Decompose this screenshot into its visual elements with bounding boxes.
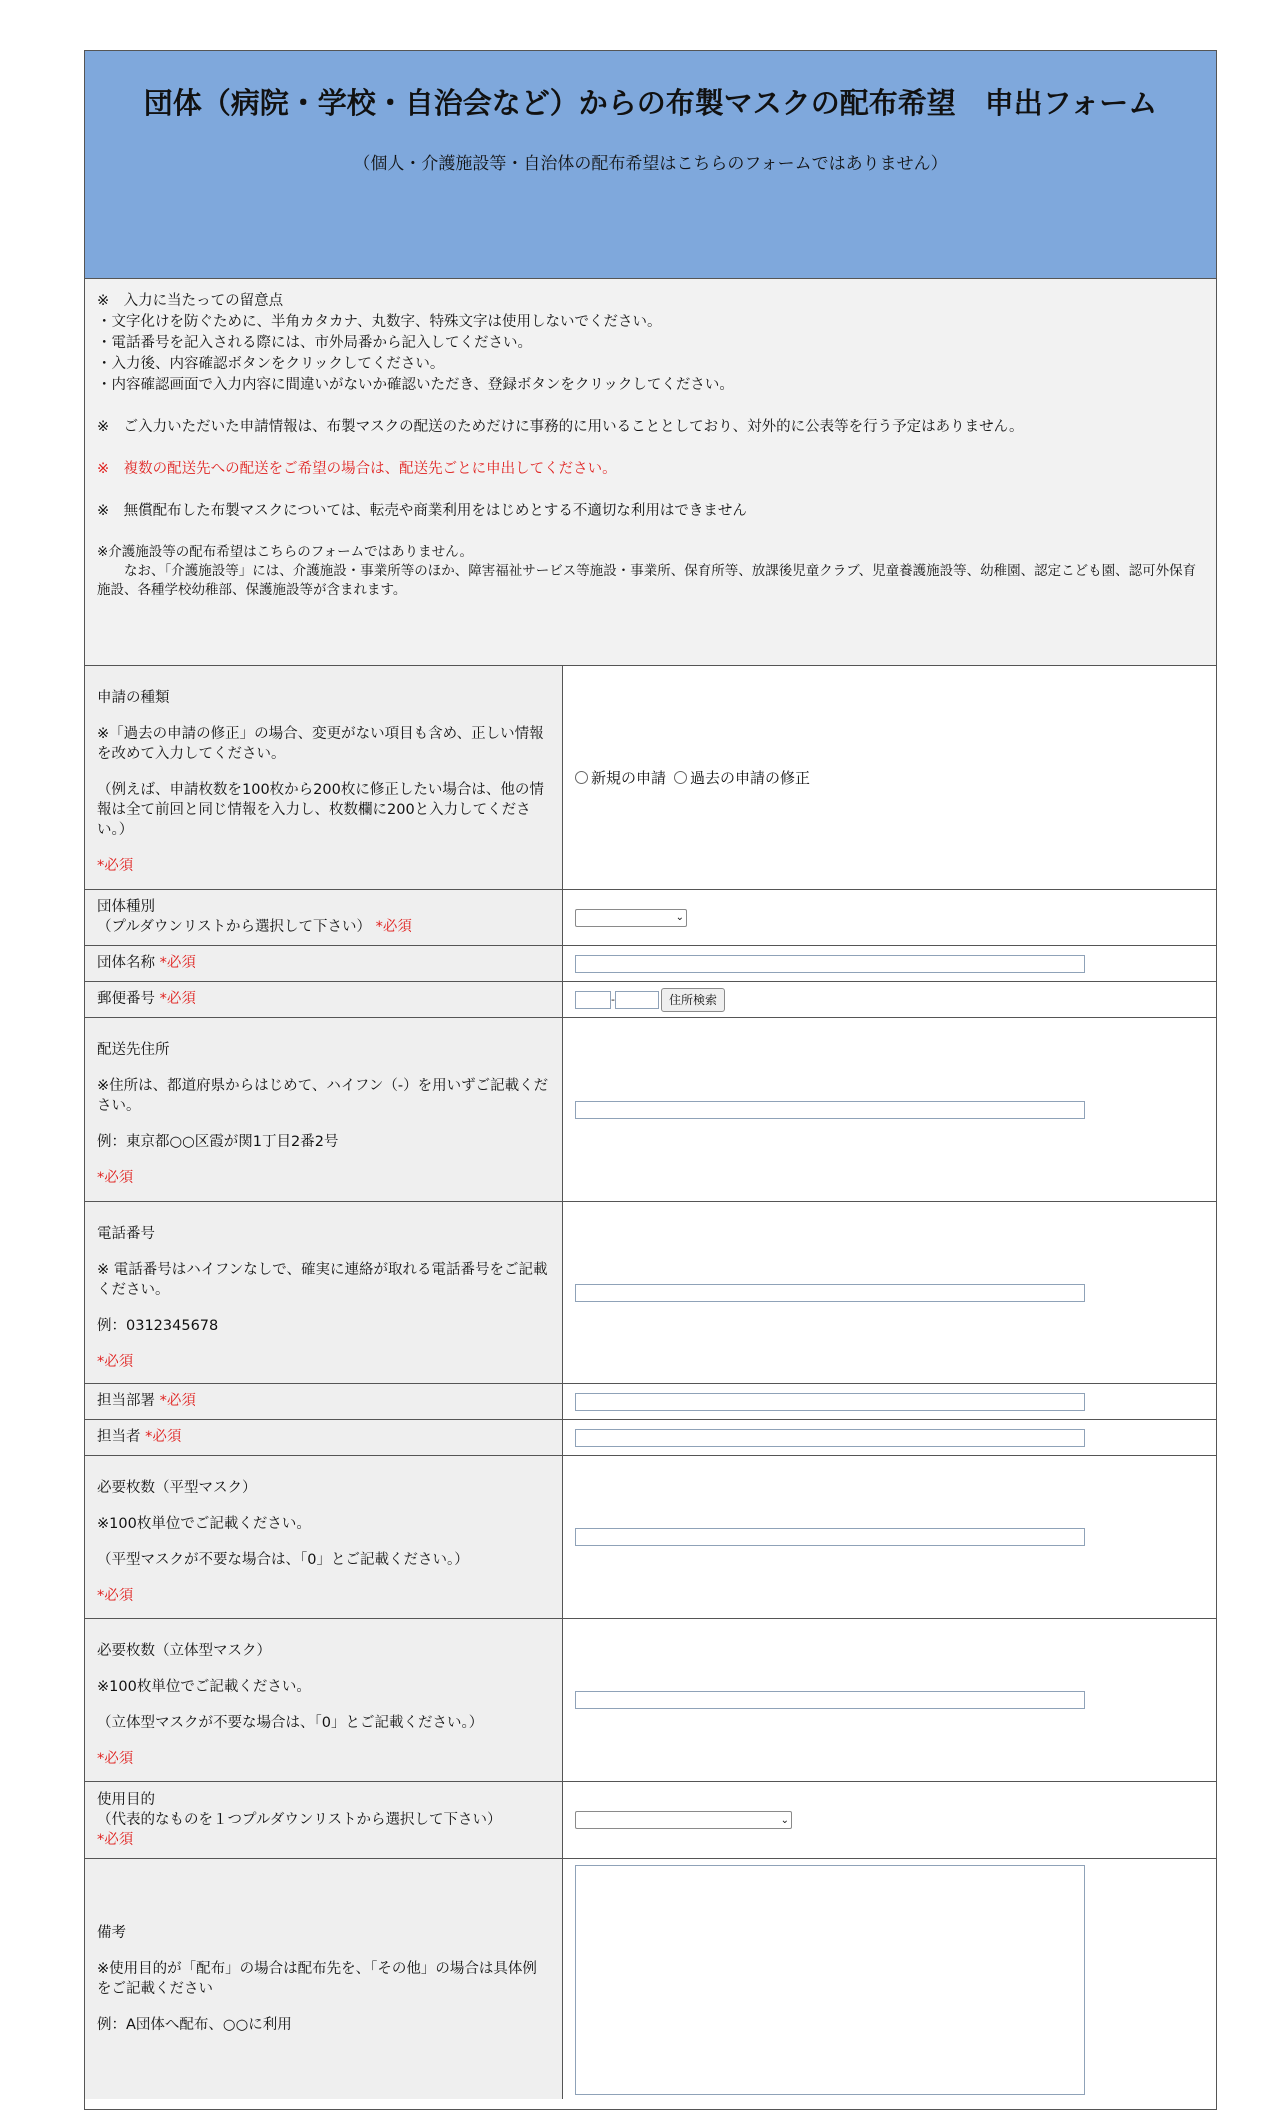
chevron-down-icon: ⌄ bbox=[780, 1814, 789, 1826]
field-label: 使用目的 bbox=[97, 1792, 155, 1808]
field-note: ※使用目的が「配布」の場合は配布先を、「その他」の場合は具体例をご記載ください bbox=[97, 1961, 537, 1997]
label-cell bbox=[85, 1859, 563, 2099]
label-cell bbox=[85, 1782, 563, 1858]
remarks-textarea[interactable] bbox=[575, 1865, 1085, 2095]
value-cell bbox=[563, 1420, 1216, 1455]
label-cell bbox=[85, 1619, 563, 1781]
row-department bbox=[85, 1384, 1216, 1420]
required-mark: *必須 bbox=[97, 1751, 134, 1767]
page-subtitle: （個人・介護施設等・自治体の配布希望はこちらのフォームではありません） bbox=[353, 154, 948, 174]
field-note: （立体型マスクが不要な場合は、「0」とご記載ください。） bbox=[97, 1715, 484, 1731]
org-name-input[interactable] bbox=[575, 955, 1085, 973]
label-cell bbox=[85, 1456, 563, 1618]
note-line: ・電話番号を記入される際には、市外局番から記入してください。 bbox=[97, 335, 532, 351]
note-multiple-destinations: ※ 複数の配送先への配送をご希望の場合は、配送先ごとに申出してください。 bbox=[97, 461, 617, 477]
postal-code-first-input[interactable] bbox=[575, 991, 611, 1009]
chevron-down-icon: ⌄ bbox=[675, 912, 684, 923]
label-cell bbox=[85, 1202, 563, 1383]
field-example: 例：東京都○○区霞が関1丁目2番2号 bbox=[97, 1134, 339, 1150]
row-flat-mask-count bbox=[85, 1456, 1216, 1619]
row-purpose bbox=[85, 1782, 1216, 1859]
row-postal bbox=[85, 982, 1216, 1018]
postal-code-second-input[interactable] bbox=[615, 991, 659, 1009]
notes-panel bbox=[85, 279, 1216, 666]
required-mark: *必須 bbox=[97, 1832, 134, 1848]
field-label: 団体種別 bbox=[97, 899, 155, 915]
note-line: ・入力後、内容確認ボタンをクリックしてください。 bbox=[97, 356, 445, 372]
value-cell bbox=[563, 1782, 1216, 1858]
required-mark: *必須 bbox=[159, 955, 196, 971]
required-mark: *必須 bbox=[145, 1429, 182, 1445]
label-cell bbox=[85, 1420, 563, 1455]
field-label: 電話番号 bbox=[97, 1226, 155, 1242]
field-note: （プルダウンリストから選択して下さい） bbox=[97, 919, 372, 935]
field-label: 必要枚数（立体型マスク） bbox=[97, 1643, 271, 1659]
field-note: ※「過去の申請の修正」の場合、変更がない項目も含め、正しい情報を改めて入力してください。 bbox=[97, 726, 544, 762]
row-phone bbox=[85, 1202, 1216, 1384]
field-note: ※ 電話番号はハイフンなしで、確実に連絡が取れる電話番号をご記載ください。 bbox=[97, 1262, 548, 1298]
radio-fix-application[interactable] bbox=[674, 771, 687, 784]
required-mark: *必須 bbox=[97, 1170, 134, 1186]
radio-new-application[interactable] bbox=[575, 771, 588, 784]
flat-mask-count-input[interactable] bbox=[575, 1528, 1085, 1546]
field-label: 備考 bbox=[97, 1925, 126, 1941]
label-cell bbox=[85, 1018, 563, 1201]
field-note: （代表的なものを１つプルダウンリストから選択して下さい） bbox=[97, 1812, 502, 1828]
field-note: （例えば、申請枚数を100枚から200枚に修正したい場合は、他の情報は全て前回と同じ情報を入力し、枚数欄に200と入力してください。） bbox=[97, 782, 544, 838]
field-example: 例：A団体へ配布、○○に利用 bbox=[97, 2017, 292, 2033]
note-care-facilities: ※介護施設等の配布希望はこちらのフォームではありません。 bbox=[97, 544, 473, 560]
value-cell bbox=[563, 1859, 1216, 2099]
required-mark: *必須 bbox=[159, 991, 196, 1007]
field-label: 配送先住所 bbox=[97, 1042, 170, 1058]
label-cell bbox=[85, 946, 563, 981]
field-label: 申請の種類 bbox=[97, 690, 170, 706]
note-line: ・内容確認画面で入力内容に間違いがないか確認いただき、登録ボタンをクリックしてください。 bbox=[97, 377, 734, 393]
field-label: 団体名称 bbox=[97, 955, 155, 971]
person-input[interactable] bbox=[575, 1429, 1085, 1447]
row-remarks bbox=[85, 1859, 1216, 2099]
value-cell bbox=[563, 1384, 1216, 1419]
note-resale: ※ 無償配布した布製マスクについては、転売や商業利用をはじめとする不適切な利用はできません bbox=[97, 503, 747, 519]
field-note: ※100枚単位でご記載ください。 bbox=[97, 1679, 311, 1695]
required-mark: *必須 bbox=[375, 919, 412, 935]
label-cell bbox=[85, 982, 563, 1017]
value-cell bbox=[563, 1456, 1216, 1618]
org-type-select[interactable] bbox=[575, 909, 687, 927]
address-search-button[interactable]: 住所検索 bbox=[661, 988, 725, 1012]
row-solid-mask-count bbox=[85, 1619, 1216, 1782]
value-cell bbox=[563, 1202, 1216, 1383]
label-cell bbox=[85, 1384, 563, 1419]
field-label: 郵便番号 bbox=[97, 991, 155, 1007]
purpose-select[interactable] bbox=[575, 1811, 792, 1829]
note-care-facilities-detail: なお、「介護施設等」には、介護施設・事業所等のほか、障害福祉サービス等施設・事業所、保育所等、放課後児童クラブ、児童養護施設等、幼稚園、認定こども園、認可外保育施設、各種学校幼稚部、保護施設等が含まれます。 bbox=[97, 563, 1197, 598]
department-input[interactable] bbox=[575, 1393, 1085, 1411]
required-mark: *必須 bbox=[97, 1588, 134, 1604]
field-note: ※住所は、都道府県からはじめて、ハイフン（-）を用いずご記載ください。 bbox=[97, 1078, 549, 1114]
value-cell bbox=[563, 1018, 1216, 1201]
label-cell bbox=[85, 666, 563, 889]
postal-separator: - bbox=[611, 993, 615, 1006]
value-cell bbox=[563, 890, 1216, 945]
value-cell bbox=[563, 1619, 1216, 1781]
required-mark: *必須 bbox=[97, 1354, 134, 1370]
field-label: 必要枚数（平型マスク） bbox=[97, 1480, 257, 1496]
field-label: 担当部署 bbox=[97, 1393, 155, 1409]
radio-label: 過去の申請の修正 bbox=[690, 769, 811, 787]
radio-label: 新規の申請 bbox=[591, 769, 667, 787]
value-cell bbox=[563, 666, 1216, 889]
row-application-type bbox=[85, 666, 1216, 890]
solid-mask-count-input[interactable] bbox=[575, 1691, 1085, 1709]
form-header bbox=[85, 51, 1216, 279]
required-mark: *必須 bbox=[97, 858, 134, 874]
address-input[interactable] bbox=[575, 1101, 1085, 1119]
phone-input[interactable] bbox=[575, 1284, 1085, 1302]
note-line: ・文字化けを防ぐために、半角カタカナ、丸数字、特殊文字は使用しないでください。 bbox=[97, 314, 662, 330]
label-cell bbox=[85, 890, 563, 945]
value-cell bbox=[563, 982, 1216, 1017]
row-person bbox=[85, 1420, 1216, 1456]
value-cell bbox=[563, 946, 1216, 981]
required-mark: *必須 bbox=[159, 1393, 196, 1409]
row-org-type bbox=[85, 890, 1216, 946]
page-title: 団体（病院・学校・自治会など）からの布製マスクの配布希望 申出フォーム bbox=[143, 86, 1158, 120]
field-note: （平型マスクが不要な場合は、「0」とご記載ください。） bbox=[97, 1552, 469, 1568]
field-label: 担当者 bbox=[97, 1429, 141, 1445]
row-org-name bbox=[85, 946, 1216, 982]
field-note: ※100枚単位でご記載ください。 bbox=[97, 1516, 311, 1532]
note-heading: ※ 入力に当たっての留意点 bbox=[97, 293, 284, 309]
row-address bbox=[85, 1018, 1216, 1202]
note-privacy: ※ ご入力いただいた申請情報は、布製マスクの配送のためだけに事務的に用いることとしており、対外的に公表等を行う予定はありません。 bbox=[97, 419, 1024, 435]
form-frame bbox=[84, 50, 1217, 2110]
field-example: 例：0312345678 bbox=[97, 1318, 219, 1334]
